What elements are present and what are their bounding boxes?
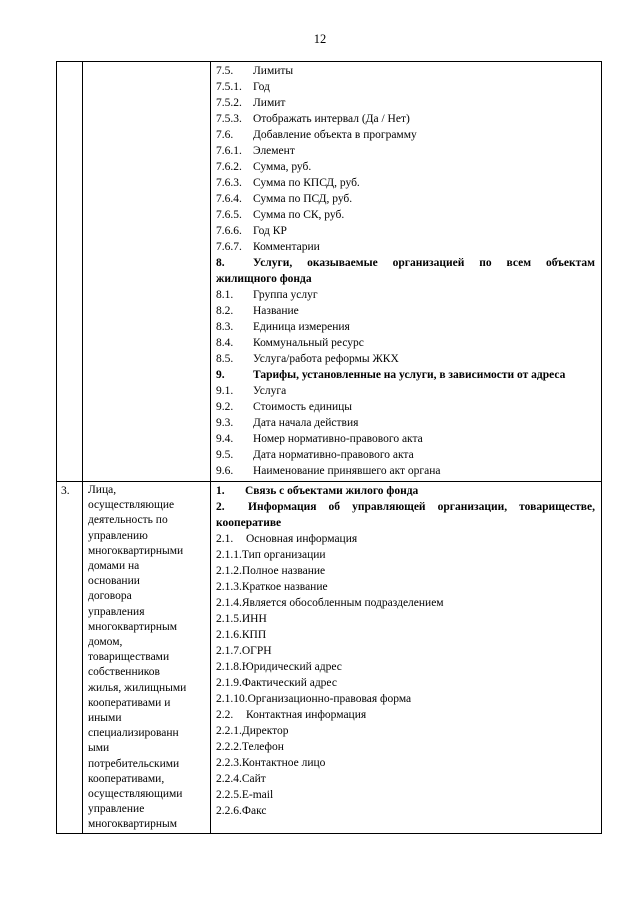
list-item bbox=[216, 159, 595, 175]
list-item bbox=[216, 111, 595, 127]
item-text: Комментарии bbox=[253, 241, 320, 253]
entity-text-line: многоквартирным bbox=[88, 818, 178, 831]
list-item bbox=[216, 627, 595, 643]
list-item bbox=[216, 595, 595, 611]
entity-text-line: домом, bbox=[88, 636, 123, 649]
list-item bbox=[216, 447, 595, 463]
list-item bbox=[216, 563, 595, 579]
item-number: 7.6. bbox=[216, 129, 234, 141]
item-text: Лимит bbox=[253, 97, 286, 109]
list-item bbox=[216, 803, 595, 819]
section-9-list bbox=[216, 383, 595, 479]
item-number: 9.5. bbox=[216, 449, 234, 461]
item-text: Сумма, руб. bbox=[253, 161, 312, 173]
item-number: 2.1.5. bbox=[216, 613, 242, 625]
item-number: 2.1.7. bbox=[216, 645, 242, 657]
item-text: Сумма по ПСД, руб. bbox=[253, 193, 353, 205]
item-number: 2.1.6. bbox=[216, 629, 242, 641]
item-text: Группа услуг bbox=[253, 289, 318, 301]
section-7-list bbox=[216, 63, 595, 255]
item-number: 7.6.6. bbox=[216, 225, 242, 237]
page-number: 12 bbox=[313, 32, 327, 46]
item-number: 9.3. bbox=[216, 417, 234, 429]
list-item bbox=[216, 771, 595, 787]
list-item bbox=[216, 399, 595, 415]
list-item bbox=[216, 723, 595, 739]
entity-text-line: Лица, bbox=[88, 484, 117, 496]
entity-text-line: осуществляющими bbox=[88, 788, 183, 801]
item-number: 9.6. bbox=[216, 465, 234, 477]
item-number: 7.6.1. bbox=[216, 145, 242, 157]
item-text: E-mail bbox=[241, 789, 274, 801]
item-text: Основная информация bbox=[246, 533, 358, 545]
row-number-cell bbox=[57, 62, 83, 482]
item-number: 8.3. bbox=[216, 321, 234, 333]
entity-text-line: кооперативами и bbox=[88, 696, 171, 709]
list-item bbox=[216, 739, 595, 755]
item-number: 7.5.3. bbox=[216, 113, 242, 125]
row-number-cell: 3. bbox=[57, 482, 83, 834]
list-item bbox=[216, 643, 595, 659]
list-item bbox=[216, 351, 595, 367]
item-text: Краткое название bbox=[241, 581, 328, 593]
entity-text-line: домами на bbox=[88, 560, 140, 573]
item-number: 2.2.5. bbox=[216, 789, 242, 801]
list-item bbox=[216, 547, 595, 563]
list-item bbox=[216, 335, 595, 351]
item-number: 7.6.3. bbox=[216, 177, 242, 189]
list-item bbox=[216, 223, 595, 239]
list-item bbox=[216, 531, 595, 547]
entity-text-line: кооперативами, bbox=[88, 772, 165, 785]
entity-text-line: управления bbox=[88, 605, 145, 618]
item-number: 2.1.2. bbox=[216, 565, 242, 577]
list-item bbox=[216, 143, 595, 159]
list-item bbox=[216, 303, 595, 319]
list-item bbox=[216, 707, 595, 723]
list-item bbox=[216, 287, 595, 303]
entity-text-line: иными bbox=[88, 712, 122, 725]
item-number: 2.2.4. bbox=[216, 773, 242, 785]
item-number: 2.2.6. bbox=[216, 805, 242, 817]
item-text: Фактический адрес bbox=[241, 677, 337, 689]
item-text: ИНН bbox=[241, 613, 267, 625]
entity-text-line: деятельность по bbox=[88, 514, 168, 527]
entity-text-line: товариществами bbox=[88, 651, 170, 664]
list-item bbox=[216, 127, 595, 143]
item-number: 7.6.5. bbox=[216, 209, 242, 221]
list-item bbox=[216, 579, 595, 595]
item-number: 2.2.2. bbox=[216, 741, 242, 753]
table-row bbox=[57, 482, 602, 834]
item-number: 2.1.4. bbox=[216, 597, 242, 609]
item-number: 2.1.3. bbox=[216, 581, 242, 593]
list-item bbox=[216, 191, 595, 207]
item-text: Название bbox=[253, 305, 299, 317]
item-number: 7.5. bbox=[216, 65, 234, 77]
list-item bbox=[216, 755, 595, 771]
entity-cell bbox=[83, 482, 211, 834]
item-text: Организационно-правовая форма bbox=[247, 693, 412, 705]
list-item bbox=[216, 207, 595, 223]
list-item bbox=[216, 79, 595, 95]
item-number: 7.6.7. bbox=[216, 241, 242, 253]
entity-text-line: потребительскими bbox=[88, 757, 180, 770]
entity-text-line: многоквартирными bbox=[88, 544, 184, 557]
item-number: 2.1.9. bbox=[216, 677, 242, 689]
item-text: Лимиты bbox=[253, 65, 294, 77]
item-text: Стоимость единицы bbox=[253, 401, 353, 413]
entity-text-line: управление bbox=[88, 803, 145, 816]
section-8-list bbox=[216, 287, 595, 367]
list-item bbox=[216, 383, 595, 399]
data-list-cell bbox=[211, 62, 602, 482]
item-number: 8.2. bbox=[216, 305, 234, 317]
list-item bbox=[216, 95, 595, 111]
entity-text-line: осуществляющие bbox=[88, 499, 175, 512]
item-number: 2.2.1. bbox=[216, 725, 242, 737]
section-8-heading: 8. Услуги, оказываемые организацией по всем объектам жилищного фонда bbox=[216, 257, 595, 285]
item-text: Отображать интервал (Да / Нет) bbox=[253, 113, 410, 125]
item-text: Год bbox=[253, 81, 270, 93]
item-text: Контактная информация bbox=[246, 709, 367, 721]
item-text: КПП bbox=[241, 629, 267, 641]
item-text: Дата нормативно-правового акта bbox=[253, 449, 414, 461]
list-item bbox=[216, 787, 595, 803]
list-item bbox=[216, 611, 595, 627]
item-text: Элемент bbox=[253, 145, 295, 157]
section-9-heading: 9. Тарифы, установленные на услуги, в зависимости от адреса bbox=[216, 369, 566, 381]
entity-text-line: договора bbox=[88, 590, 132, 603]
item-number: 2.1.10. bbox=[216, 693, 248, 705]
item-text: Коммунальный ресурс bbox=[253, 337, 364, 349]
item-number: 9.4. bbox=[216, 433, 234, 445]
item-number: 9.1. bbox=[216, 385, 234, 397]
item-number: 8.1. bbox=[216, 289, 234, 301]
list-item bbox=[216, 415, 595, 431]
list-item bbox=[216, 431, 595, 447]
section-2-heading: 2. Информация об управляющей организации, товариществе, кооперативе bbox=[216, 501, 595, 529]
item-text: Добавление объекта в программу bbox=[253, 129, 417, 141]
item-text: Сайт bbox=[241, 773, 266, 785]
item-number: 7.6.4. bbox=[216, 193, 242, 205]
item-text: Тип организации bbox=[241, 549, 326, 561]
list-item bbox=[216, 659, 595, 675]
item-number: 2.2. bbox=[216, 709, 234, 721]
list-item bbox=[216, 319, 595, 335]
item-text: Контактное лицо bbox=[241, 757, 326, 769]
table-row bbox=[57, 62, 602, 482]
list-item bbox=[216, 63, 595, 79]
item-text: Год КР bbox=[253, 225, 287, 237]
entity-cell bbox=[83, 62, 211, 482]
entity-text-line: многоквартирным bbox=[88, 620, 178, 633]
list-item bbox=[216, 463, 595, 479]
item-text: Наименование принявшего акт органа bbox=[253, 465, 441, 477]
list-item bbox=[216, 675, 595, 691]
item-number: 9.2. bbox=[216, 401, 234, 413]
item-text: Дата начала действия bbox=[253, 417, 359, 429]
item-text: Услуга/работа реформы ЖКХ bbox=[253, 353, 399, 365]
item-text: Единица измерения bbox=[253, 321, 350, 333]
list-item bbox=[216, 175, 595, 191]
item-text: Услуга bbox=[253, 385, 287, 397]
item-number: 2.1.1. bbox=[216, 549, 242, 561]
entity-text-line: ыми bbox=[88, 742, 110, 755]
section-1-heading: 1. Связь с объектами жилого фонда bbox=[216, 485, 419, 497]
item-number: 7.5.1. bbox=[216, 81, 242, 93]
item-text: Факс bbox=[241, 805, 267, 817]
entity-text-line: управлению bbox=[88, 529, 148, 542]
item-number: 8.5. bbox=[216, 353, 234, 365]
entity-text-line: собственников bbox=[88, 666, 160, 679]
item-text: Полное название bbox=[241, 565, 326, 577]
item-number: 2.2.3. bbox=[216, 757, 242, 769]
item-text: Сумма по СК, руб. bbox=[253, 209, 345, 221]
item-text: Номер нормативно-правового акта bbox=[253, 433, 423, 445]
item-text: Телефон bbox=[241, 741, 284, 753]
list-item bbox=[216, 691, 595, 707]
requirements-table bbox=[56, 61, 602, 834]
section-2-list bbox=[216, 531, 595, 819]
entity-text-line: жилья, жилищными bbox=[88, 681, 187, 694]
list-item bbox=[216, 239, 595, 255]
item-text: Является обособленным подразделением bbox=[241, 597, 444, 609]
item-text: Юридический адрес bbox=[241, 661, 342, 673]
item-number: 8.4. bbox=[216, 337, 234, 349]
item-text: Директор bbox=[241, 725, 289, 737]
item-number: 7.6.2. bbox=[216, 161, 242, 173]
item-number: 2.1.8. bbox=[216, 661, 242, 673]
entity-text-line: специализированн bbox=[88, 727, 179, 740]
item-text: ОГРН bbox=[241, 645, 272, 657]
entity-text-line: основании bbox=[88, 575, 140, 588]
item-number: 2.1. bbox=[216, 533, 234, 545]
item-number: 7.5.2. bbox=[216, 97, 242, 109]
data-list-cell bbox=[211, 482, 602, 834]
item-text: Сумма по КПСД, руб. bbox=[253, 177, 360, 189]
